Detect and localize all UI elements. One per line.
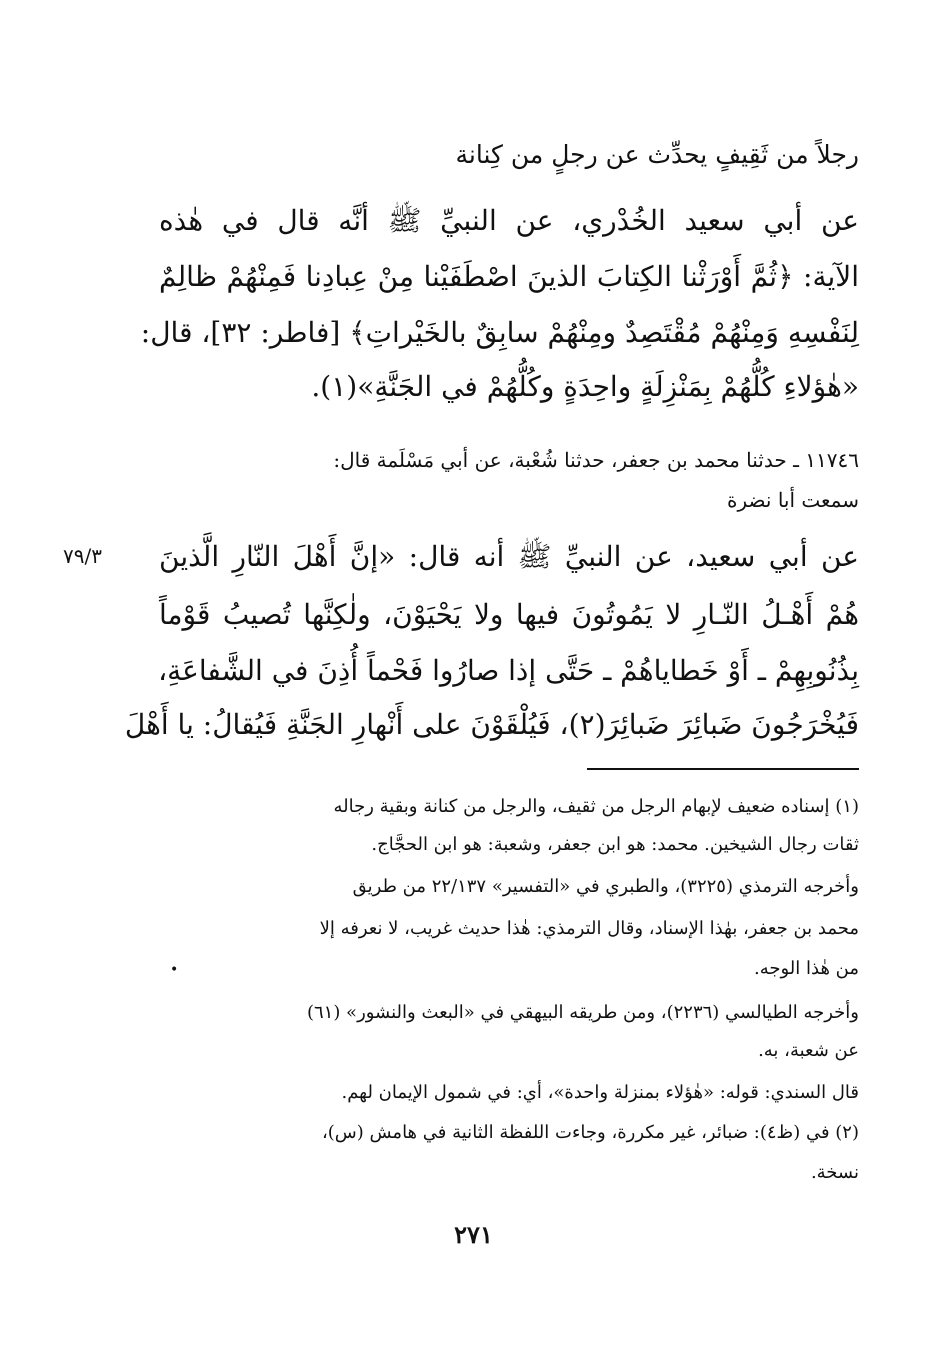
margin-reference: ٧٩/٣ [63,544,102,568]
footnote-line: نسخة. [810,1162,859,1183]
footnote-line: قال السندي: قوله: «هٰؤلاء بمنزلة واحدة»، أي: في شمول الإيمان لهم. [341,1082,859,1103]
passage1-line: «هٰؤلاءِ كُلُّهُمْ بِمَنْزِلَةٍ واحِدَةٍ وكُلُّهُمْ في الجَنَّةِ»(١). [311,370,859,403]
passage1-line: لِنَفْسِهِ وَمِنْهُمْ مُقْتَصِدٌ ومِنْهُمْ سابِقٌ بالخَيْراتِ﴾ [فاطر: ٣٢]، قال: [140,316,859,349]
footnote-line: (٢) في (ظ٤): ضبائر، غير مكررة، وجاءت اللفظة الثانية في هامش (س)، [321,1122,859,1143]
footnote-line: ثقات رجال الشيخين. محمد: هو ابن جعفر، وشعبة: هو ابن الحجَّاج. [371,834,859,855]
footnote-line: عن شعبة، به. [758,1040,859,1061]
passage1-line: الآية: ﴿ثُمَّ أَوْرَثْنا الكِتابَ الذينَ اصْطَفَيْنا مِنْ عِبادِنا فَمِنْهُمْ ظالِمٌ [159,260,860,293]
footnote-line: محمد بن جعفر، بهٰذا الإسناد، وقال الترمذي: هٰذا حديث غريب، لا نعرفه إلا [319,918,859,939]
isnad-line: ١١٧٤٦ ـ حدثنا محمد بن جعفر، حدثنا شُعْبة، عن أبي مَسْلَمة قال: [333,448,859,472]
footnote-line: وأخرجه الطيالسي (٢٢٣٦)، ومن طريقه البيهقي في «البعث والنشور» (٦١) [306,1002,859,1023]
footnote-separator [587,768,859,770]
passage1-line: عن أبي سعيد الخُدْري، عن النبيِّ ﷺ أنَّه قال في هٰذه [159,204,859,237]
footnote-line: وأخرجه الترمذي (٣٢٢٥)، والطبري في «التفسير» ٢٢/١٣٧ من طريق [352,876,859,897]
passage2-line: فَيُخْرَجُونَ ضَبائِرَ ضَبائِرَ(٢)، فَيُلْقَوْنَ على أَنْهارِ الجَنَّةِ فَيُقالُ: يا أَهْلَ [124,708,859,741]
passage2-line: عن أبي سعيد، عن النبيِّ ﷺ أنه قال: «إنَّ أَهْلَ النّارِ الَّذينَ [159,540,859,573]
passage2-line: بِذُنُوبِهِمْ ـ أَوْ خَطاياهُمْ ـ حَتَّى إذا صارُوا فَحْماً أُذِنَ في الشَّفاعَةِ، [158,654,859,687]
isnad-line: سمعت أبا نضرة [727,488,859,512]
continuation-line: رجلاً من ثَقِيفٍ يحدِّث عن رجلٍ من كِنانة [455,140,859,169]
stray-dot: • [170,962,179,978]
footnote-line: (١) إسناده ضعيف لإبهام الرجل من ثقيف، والرجل من كنانة وبقية رجاله [333,796,859,817]
footnote-line: من هٰذا الوجه. [753,958,859,979]
passage2-line: هُمْ أَهْـلُ النّـارِ لا يَمُوتُونَ فيها ولا يَحْيَوْنَ، ولٰكِنَّها تُصيبُ قَوْماً [159,598,859,631]
page-number: ٢٧١ [454,1220,493,1249]
